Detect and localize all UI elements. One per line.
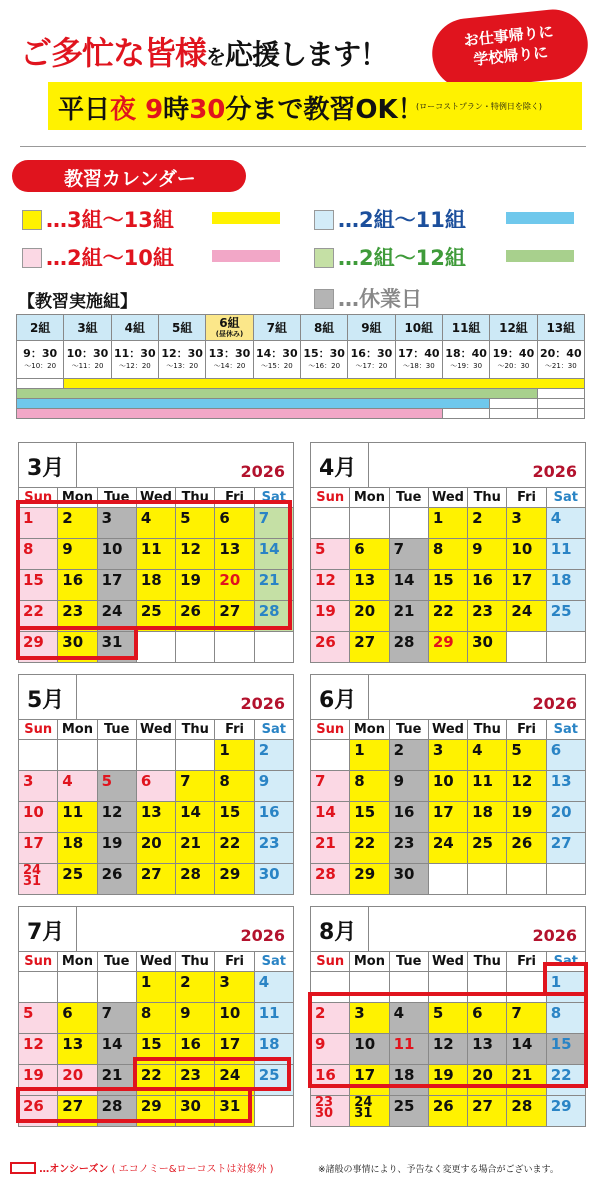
- legend-text: …2組〜11組: [338, 208, 466, 232]
- onseason-frame: [133, 1057, 291, 1091]
- year-label: 2026: [532, 694, 577, 713]
- time-cell: 19：40 〜20：30: [490, 341, 537, 379]
- group-header-lunch: 6組 (昼休み): [206, 315, 253, 341]
- bubble-line-2: 学校帰りに: [472, 43, 549, 69]
- legend-item-closed: [314, 283, 514, 309]
- year-label: 2026: [532, 462, 577, 481]
- time-cell: 13：30 〜14：20: [206, 341, 253, 379]
- month-label: 4月: [311, 443, 369, 487]
- year-label: 2026: [532, 926, 577, 945]
- group-header: 13組: [537, 315, 584, 341]
- headline-part-c: を: [206, 45, 226, 69]
- group-header: 12組: [490, 315, 537, 341]
- onseason-frame: [16, 626, 138, 660]
- calendar-june: 6月 2026 Sun Mon Tue Wed Thu Fri Sat 1 2 3 4 5 6 7 8 9 10 11 12 13 14 15 16 17 18 19 20 21 22 23 24 25 26 27 28 29 30: [310, 674, 586, 895]
- group-header: 10組: [395, 315, 442, 341]
- month-label: 5月: [19, 675, 77, 719]
- schedule-title: 【教習実施組】: [18, 292, 137, 312]
- group-header: 8組: [300, 315, 347, 341]
- bubble-line-1: お仕事帰りに: [462, 22, 555, 50]
- month-label: 7月: [19, 907, 77, 951]
- calendar-april: 4月 2026 Sun Mon Tue Wed Thu Fri Sat 1 2 3 4 5 6 7 8 9 10 11 12 13 14 15 16 17 18 19 20 21 22 23 24 25 26 27 28 29 30: [310, 442, 586, 663]
- time-cell: 16：30 〜17：20: [348, 341, 395, 379]
- legend-text: …2組〜12組: [338, 246, 466, 270]
- legend-text: …3組〜13組: [46, 208, 174, 232]
- time-cell: 18：40 〜19：30: [442, 341, 489, 379]
- band-e: 分まで教習OK！: [225, 95, 424, 125]
- promo-bubble: [429, 6, 591, 92]
- footer-notice: ※諸般の事情により、予告なく変更する場合がございます。: [318, 1165, 559, 1175]
- legend-item-blue: [314, 204, 576, 230]
- time-cell: 9：30 〜10：20: [17, 341, 64, 379]
- legend-text: …2組〜10組: [46, 246, 174, 270]
- legend-bar: [212, 250, 280, 262]
- legend-item-green: [314, 242, 576, 268]
- year-label: 2026: [240, 694, 285, 713]
- legend-item-yellow: [22, 204, 284, 230]
- group-header: 4組: [111, 315, 158, 341]
- band-note: (ローコストプラン・特例日を除く): [416, 102, 543, 111]
- divider: [20, 146, 586, 147]
- schedule-table: [16, 314, 585, 419]
- time-cell: 20：40 〜21：30: [537, 341, 584, 379]
- onseason-frame: [16, 500, 292, 630]
- time-cell: 15：30 〜16：20: [300, 341, 347, 379]
- time-cell: 10：30 〜11：20: [64, 341, 111, 379]
- calendar-august: 8月 2026 Sun Mon Tue Wed Thu Fri Sat 1 2 3 4 5 6 7 8 9 10 11 12 13 14 15 16 17 18 19 20 21 22 23 30 24 31 25 26 27 28 29: [310, 906, 586, 1127]
- legend-swatch: [22, 248, 42, 268]
- headline: [20, 28, 387, 74]
- calendar-may: 5月 2026 Sun Mon Tue Wed Thu Fri Sat 1 2 3 4 5 6 7 8 9 10 11 12 13 14 15 16 17 18 19 20 21 22 23 24 31 25 26 27 28 29 30: [18, 674, 294, 895]
- legend-bar: [506, 212, 574, 224]
- calendar-march: 3月 2026 Sun Mon Tue Wed Thu Fri Sat 1 2 3 4 5 6 7 8 9 10 11 12 13 14 15 16 17 18 19 20 21 22 23 24 25 26 27 28 29 30 31: [18, 442, 294, 663]
- band-c: 時: [163, 95, 190, 125]
- month-label: 8月: [311, 907, 369, 951]
- hours-banner: [48, 82, 582, 130]
- legend-text: …休業日: [338, 287, 422, 311]
- onseason-frame: [308, 992, 588, 1088]
- band-b: 夜 9: [110, 95, 164, 125]
- onseason-note: ( エコノミー&ローコストは対象外 ): [111, 1164, 274, 1175]
- group-header: 3組: [64, 315, 111, 341]
- legend-bar: [506, 250, 574, 262]
- legend-swatch: [22, 210, 42, 230]
- calendar-july: 7月 2026 Sun Mon Tue Wed Thu Fri Sat 1 2 3 4 5 6 7 8 9 10 11 12 13 14 15 16 17 18 19 20 21 22 23 24 25 26 27 28 29 30 31: [18, 906, 294, 1127]
- group-header: 5組: [158, 315, 205, 341]
- group-header: 11組: [442, 315, 489, 341]
- band-d: 30: [189, 95, 226, 125]
- legend-item-pink: [22, 242, 284, 268]
- headline-part-b: 皆様: [144, 34, 207, 72]
- month-label: 6月: [311, 675, 369, 719]
- year-label: 2026: [240, 926, 285, 945]
- onseason-label: …オンシーズン: [39, 1164, 109, 1175]
- month-label: 3月: [19, 443, 77, 487]
- group-header: 9組: [348, 315, 395, 341]
- group-header: 7組: [253, 315, 300, 341]
- onseason-frame: [16, 1087, 252, 1123]
- onseason-frame: [543, 962, 588, 994]
- legend-swatch: [314, 289, 334, 309]
- headline-part-d: 応援します！: [225, 38, 388, 71]
- band-a: 平日: [58, 95, 111, 125]
- time-cell: 17：40 〜18：30: [395, 341, 442, 379]
- legend-swatch: [314, 248, 334, 268]
- headline-part-a: ご多忙な: [20, 34, 145, 72]
- section-title: 教習カレンダー: [12, 160, 246, 192]
- legend-bar: [212, 212, 280, 224]
- legend-swatch: [314, 210, 334, 230]
- time-cell: 14：30 〜15：20: [253, 341, 300, 379]
- time-cell: 11：30 〜12：20: [111, 341, 158, 379]
- group-header: 2組: [17, 315, 64, 341]
- onseason-swatch: [10, 1162, 36, 1174]
- year-label: 2026: [240, 462, 285, 481]
- footer-legend: [10, 1160, 274, 1175]
- time-cell: 12：30 〜13：20: [158, 341, 205, 379]
